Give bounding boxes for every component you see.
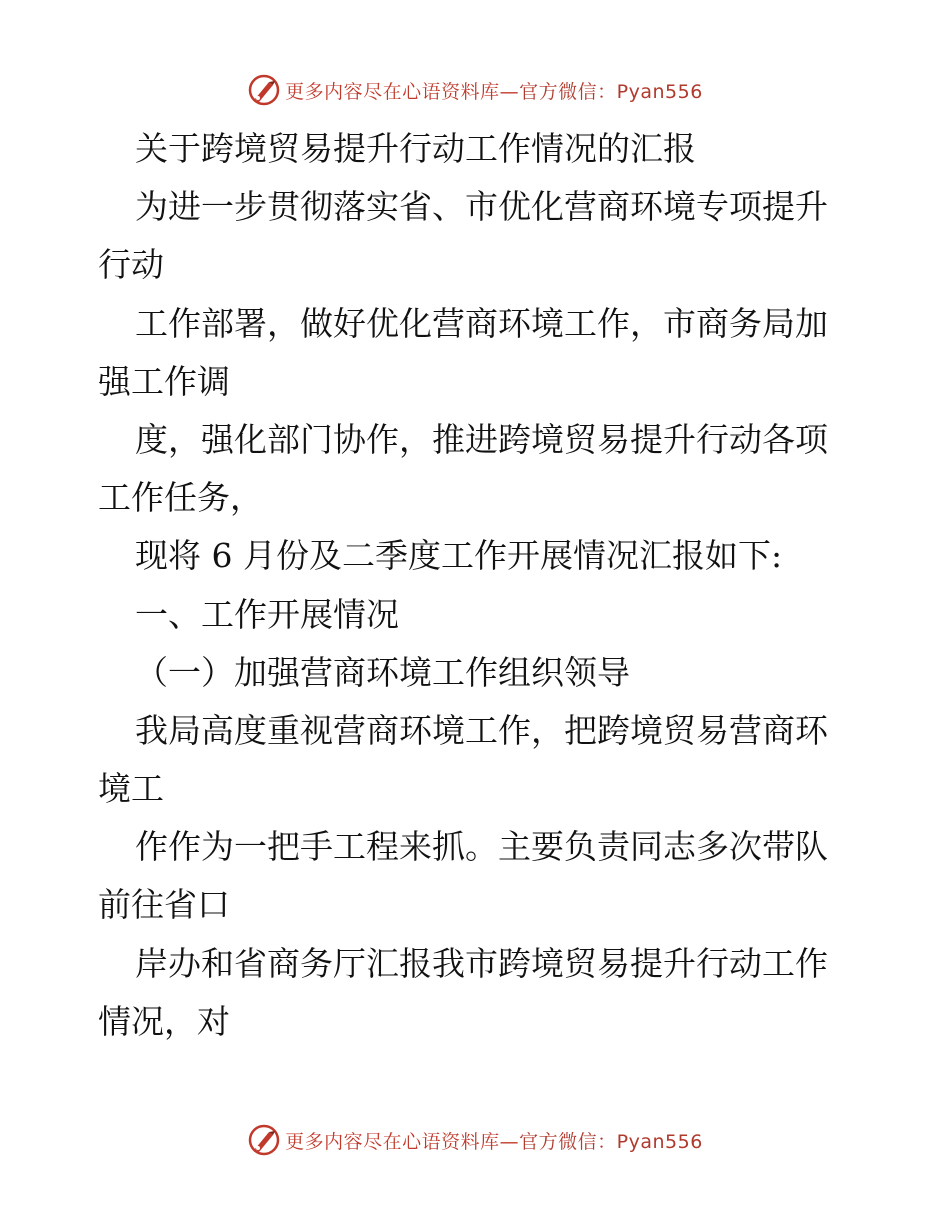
header-watermark bbox=[0, 70, 950, 110]
paragraph-line: 工作任务， bbox=[98, 478, 263, 518]
paragraph-line: 度，强化部门协作，推进跨境贸易提升行动各项 bbox=[135, 419, 828, 459]
paragraph-line: 行动 bbox=[98, 245, 164, 285]
paragraph-line: 前往省口 bbox=[98, 885, 230, 925]
watermark-separator: — bbox=[499, 1130, 520, 1153]
watermark-text bbox=[285, 1127, 703, 1154]
paragraph-line: 情况，对 bbox=[98, 1001, 230, 1041]
paragraph-line: 强工作调 bbox=[98, 361, 230, 401]
paragraph-line: 境工 bbox=[98, 769, 164, 809]
pen-logo-icon bbox=[247, 1123, 281, 1157]
pen-logo-icon bbox=[247, 73, 281, 107]
watermark-contact: 官方微信：Pyan556 bbox=[519, 80, 703, 103]
watermark-brand: 更多内容尽在心语资料库 bbox=[285, 80, 500, 103]
paragraph-line: 岸办和省商务厅汇报我市跨境贸易提升行动工作 bbox=[135, 943, 828, 983]
watermark-text bbox=[285, 77, 703, 104]
section-heading: 一、工作开展情况 bbox=[135, 594, 399, 634]
watermark-separator: — bbox=[499, 80, 520, 103]
watermark-contact: 官方微信：Pyan556 bbox=[519, 1130, 703, 1153]
paragraph-line: 现将 6 月份及二季度工作开展情况汇报如下: bbox=[135, 536, 783, 576]
paragraph-line: 我局高度重视营商环境工作，把跨境贸易营商环 bbox=[135, 710, 828, 750]
document-title: 关于跨境贸易提升行动工作情况的汇报 bbox=[135, 129, 696, 168]
paragraph-line: 工作部署，做好优化营商环境工作，市商务局加 bbox=[135, 303, 828, 343]
subsection-heading: （一）加强营商环境工作组织领导 bbox=[135, 652, 630, 692]
paragraph-line: 作作为一把手工程来抓。主要负责同志多次带队 bbox=[135, 827, 828, 867]
watermark-brand: 更多内容尽在心语资料库 bbox=[285, 1130, 500, 1153]
footer-watermark bbox=[0, 1120, 950, 1160]
document-body bbox=[98, 120, 858, 1051]
paragraph-line: 为进一步贯彻落实省、市优化营商环境专项提升 bbox=[135, 187, 828, 227]
